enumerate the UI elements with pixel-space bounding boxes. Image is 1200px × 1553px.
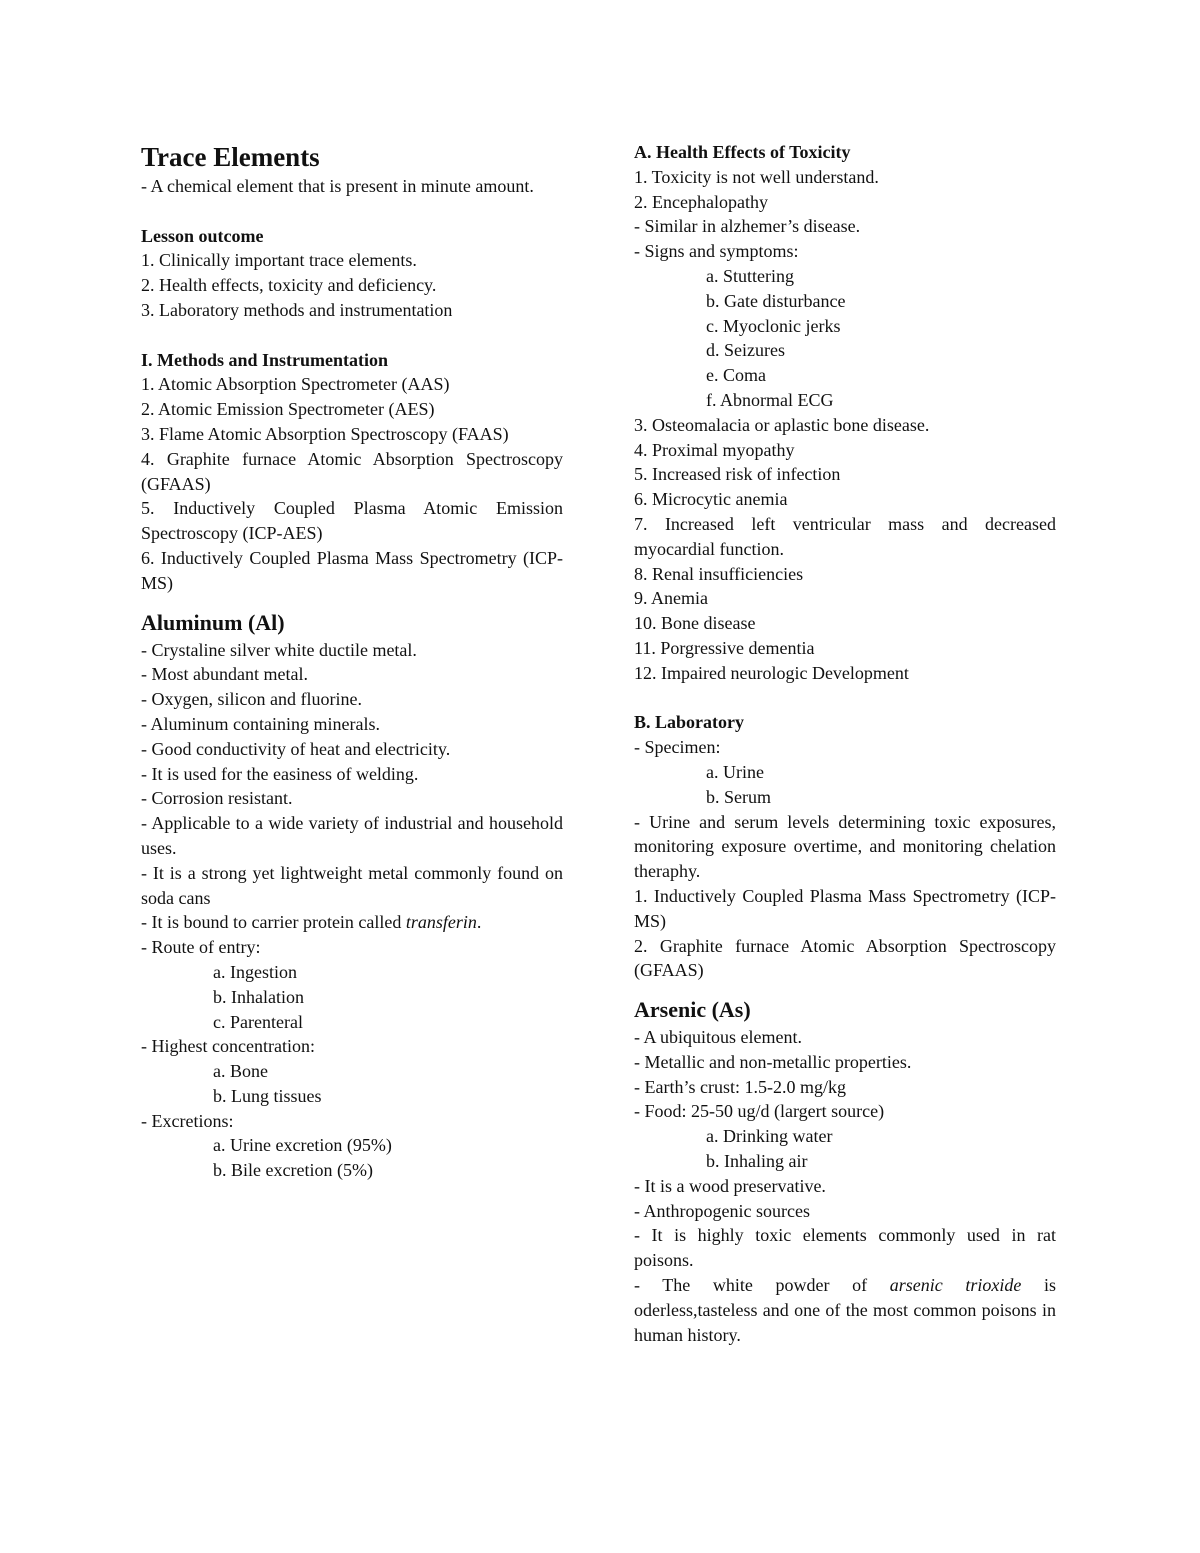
method-item: 5. Inductively Coupled Plasma Atomic Emission Spectroscopy (ICP-AES)	[141, 498, 563, 544]
laboratory-method: 2. Graphite furnace Atomic Absorption Spectroscopy (GFAAS)	[634, 935, 1056, 981]
aluminum-line: - Oxygen, silicon and fluorine.	[141, 689, 362, 710]
aluminum-line: - Applicable to a wide variety of industrial and household uses.	[141, 813, 563, 858]
trioxide-term: arsenic trioxide	[889, 1275, 1022, 1296]
trioxide-prefix: - The white powder of	[634, 1275, 890, 1296]
arsenic-line: - It is highly toxic elements commonly used in rat poisons.	[634, 1225, 1056, 1271]
route-item: a. Ingestion	[213, 961, 297, 982]
arsenic-line: - Anthropogenic sources	[634, 1200, 810, 1221]
arsenic-heading: Arsenic (As)	[634, 997, 751, 1023]
aluminum-line: - Good conductivity of heat and electricity.	[141, 738, 451, 759]
health-item: 12. Impaired neurologic Development	[634, 662, 909, 683]
laboratory-method: 1. Inductively Coupled Plasma Mass Spectrometry (ICP-MS)	[634, 885, 1056, 931]
method-item: 4. Graphite furnace Atomic Absorption Spectroscopy (GFAAS)	[141, 448, 563, 494]
aluminum-line: - It is a strong yet lightweight metal commonly found on soda cans	[141, 862, 563, 908]
excretion-item: a. Urine excretion (95%)	[213, 1135, 392, 1156]
lesson-outcome-heading: Lesson outcome	[141, 225, 264, 246]
health-item: 1. Toxicity is not well understand.	[634, 166, 879, 187]
health-item: 6. Microcytic anemia	[634, 489, 788, 510]
food-item: b. Inhaling air	[706, 1151, 808, 1172]
method-item: 6. Inductively Coupled Plasma Mass Spectrometry (ICP-MS)	[141, 547, 563, 593]
arsenic-line: - Earth’s crust: 1.5-2.0 mg/kg	[634, 1076, 846, 1097]
method-item: 2. Atomic Emission Spectrometer (AES)	[141, 399, 435, 420]
route-item: b. Inhalation	[213, 986, 304, 1007]
health-item: 11. Porgressive dementia	[634, 637, 815, 658]
arsenic-line: - A ubiquitous element.	[634, 1027, 802, 1048]
food-item: a. Drinking water	[706, 1126, 833, 1147]
lesson-item: 2. Health effects, toxicity and deficiency.	[141, 275, 437, 296]
health-item: 10. Bone disease	[634, 613, 756, 634]
laboratory-heading: B. Laboratory	[634, 712, 744, 733]
aluminum-line: - Aluminum containing minerals.	[141, 713, 380, 734]
laboratory-levels: - Urine and serum levels determining toxic exposures, monitoring exposure overtime, and monitoring chelation theraphy.	[634, 811, 1056, 882]
transferin-prefix: - It is bound to carrier protein called	[141, 912, 406, 933]
health-item: 2. Encephalopathy	[634, 191, 768, 212]
right-column	[634, 140, 1056, 1347]
lesson-item: 1. Clinically important trace elements.	[141, 250, 417, 271]
highest-label: - Highest concentration:	[141, 1036, 315, 1057]
health-item: 5. Increased risk of infection	[634, 464, 841, 485]
sign-item: f. Abnormal ECG	[706, 389, 834, 410]
excretions-label: - Excretions:	[141, 1110, 234, 1131]
health-effects-heading: A. Health Effects of Toxicity	[634, 142, 851, 162]
left-column	[141, 140, 563, 1183]
sign-item: e. Coma	[706, 365, 766, 386]
aluminum-line: - Most abundant metal.	[141, 664, 308, 685]
sign-item: c. Myoclonic jerks	[706, 315, 841, 336]
arsenic-line: - Food: 25-50 ug/d (largert source)	[634, 1101, 885, 1122]
arsenic-trioxide-line	[634, 1273, 1056, 1347]
method-item: 1. Atomic Absorption Spectrometer (AAS)	[141, 374, 450, 395]
specimen-item: b. Serum	[706, 786, 771, 807]
health-note: - Similar in alzhemer’s disease.	[634, 216, 861, 237]
method-item: 3. Flame Atomic Absorption Spectroscopy (FAAS)	[141, 423, 509, 444]
health-item: 3. Osteomalacia or aplastic bone disease.	[634, 414, 930, 435]
arsenic-line: - Metallic and non-metallic properties.	[634, 1051, 912, 1072]
transferin-suffix: .	[476, 912, 482, 933]
health-item: 8. Renal insufficiencies	[634, 563, 804, 584]
arsenic-line: - It is a wood preservative.	[634, 1175, 826, 1196]
transferin-line	[141, 910, 563, 935]
lesson-item: 3. Laboratory methods and instrumentation	[141, 299, 453, 320]
aluminum-line: - Crystaline silver white ductile metal.	[141, 639, 417, 660]
sign-item: a. Stuttering	[706, 265, 794, 286]
route-label: - Route of entry:	[141, 937, 261, 958]
route-item: c. Parenteral	[213, 1011, 303, 1032]
methods-heading: I. Methods and Instrumentation	[141, 349, 389, 370]
transferin-term: transferin	[405, 912, 477, 933]
specimen-label: - Specimen:	[634, 737, 721, 758]
signs-label: - Signs and symptoms:	[634, 241, 799, 262]
aluminum-line: - Corrosion resistant.	[141, 788, 293, 809]
health-item: 7. Increased left ventricular mass and decreased myocardial function.	[634, 513, 1056, 559]
specimen-item: a. Urine	[706, 761, 764, 782]
health-item: 4. Proximal myopathy	[634, 439, 795, 460]
sign-item: d. Seizures	[706, 340, 785, 361]
sign-item: b. Gate disturbance	[706, 290, 846, 311]
page-title: Trace Elements	[141, 142, 320, 172]
aluminum-line: - It is used for the easiness of welding.	[141, 763, 419, 784]
definition-text: - A chemical element that is present in minute amount.	[141, 176, 534, 196]
highest-item: b. Lung tissues	[213, 1085, 322, 1106]
health-item: 9. Anemia	[634, 588, 708, 609]
highest-item: a. Bone	[213, 1061, 268, 1082]
trioxide-suffix: is oderless,tasteless and one of the most common poisons in human history.	[634, 1275, 1056, 1345]
excretion-item: b. Bile excretion (5%)	[213, 1160, 373, 1181]
aluminum-heading: Aluminum (Al)	[141, 609, 285, 635]
